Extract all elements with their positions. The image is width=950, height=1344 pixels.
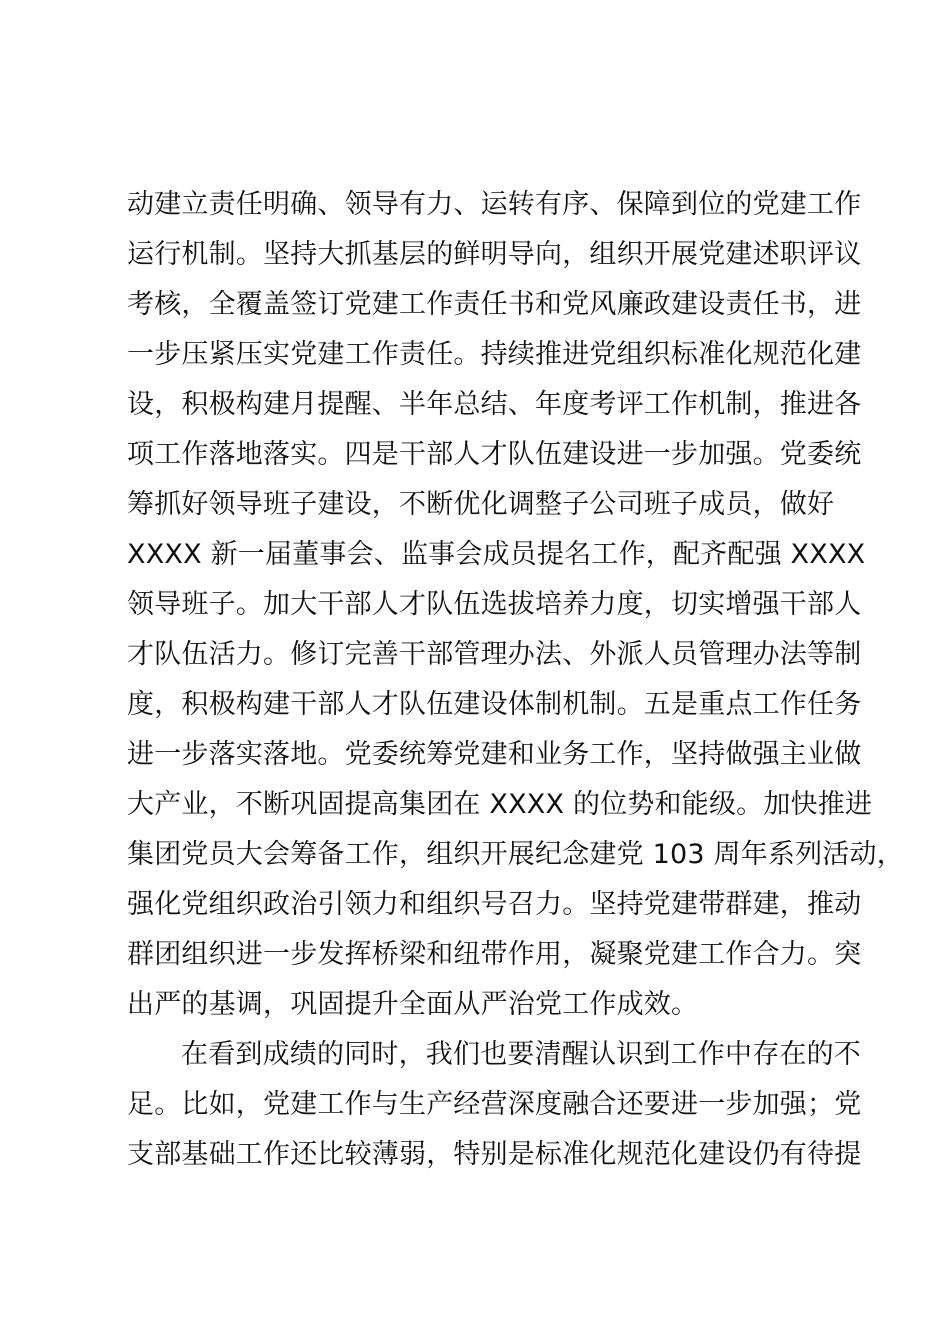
document-body (127, 180, 904, 1180)
text-line: 动建立责任明确、领导有力、运转有序、保障到位的党建工作 (127, 189, 862, 220)
paragraph-1 (127, 180, 904, 1030)
text-line: 项工作落地落实。四是干部人才队伍建设进一步加强。党委统 (127, 439, 862, 470)
text-line: 领导班子。加大干部人才队伍选拔培养力度，切实增强干部人 (127, 589, 862, 620)
text-line: 运行机制。坚持大抓基层的鲜明导向，组织开展党建述职评议 (127, 239, 862, 270)
text-line: 在看到成绩的同时，我们也要清醒认识到工作中存在的不 (181, 1039, 861, 1070)
text-line: 足。比如，党建工作与生产经营深度融合还要进一步加强；党 (127, 1089, 862, 1120)
text-line: 设，积极构建月提醒、半年总结、年度考评工作机制，推进各 (127, 389, 862, 420)
text-line: 进一步落实落地。党委统筹党建和业务工作，坚持做强主业做 (127, 739, 862, 770)
text-line: 出严的基调，巩固提升全面从严治党工作成效。 (127, 989, 699, 1020)
text-line: 大产业，不断巩固提高集团在 XXXX 的位势和能级。加快推进 (127, 789, 873, 820)
text-line: 才队伍活力。修订完善干部管理办法、外派人员管理办法等制 (127, 639, 862, 670)
paragraph-2 (127, 1030, 862, 1180)
text-line: 度，积极构建干部人才队伍建设体制机制。五是重点工作任务 (127, 689, 862, 720)
text-line: 强化党组织政治引领力和组织号召力。坚持党建带群建，推动 (127, 889, 862, 920)
text-line: 支部基础工作还比较薄弱，特别是标准化规范化建设仍有待提 (127, 1139, 862, 1170)
text-line: XXXX 新一届董事会、监事会成员提名工作，配齐配强 XXXX (127, 539, 866, 570)
text-line: 考核，全覆盖签订党建工作责任书和党风廉政建设责任书，进 (127, 289, 862, 320)
text-line: 群团组织进一步发挥桥梁和纽带作用，凝聚党建工作合力。突 (127, 939, 862, 970)
text-line: 一步压紧压实党建工作责任。持续推进党组织标准化规范化建 (127, 339, 862, 370)
text-line: 筹抓好领导班子建设，不断优化调整子公司班子成员，做好 (127, 489, 835, 520)
text-line: 集团党员大会筹备工作，组织开展纪念建党 103 周年系列活动， (127, 839, 904, 870)
